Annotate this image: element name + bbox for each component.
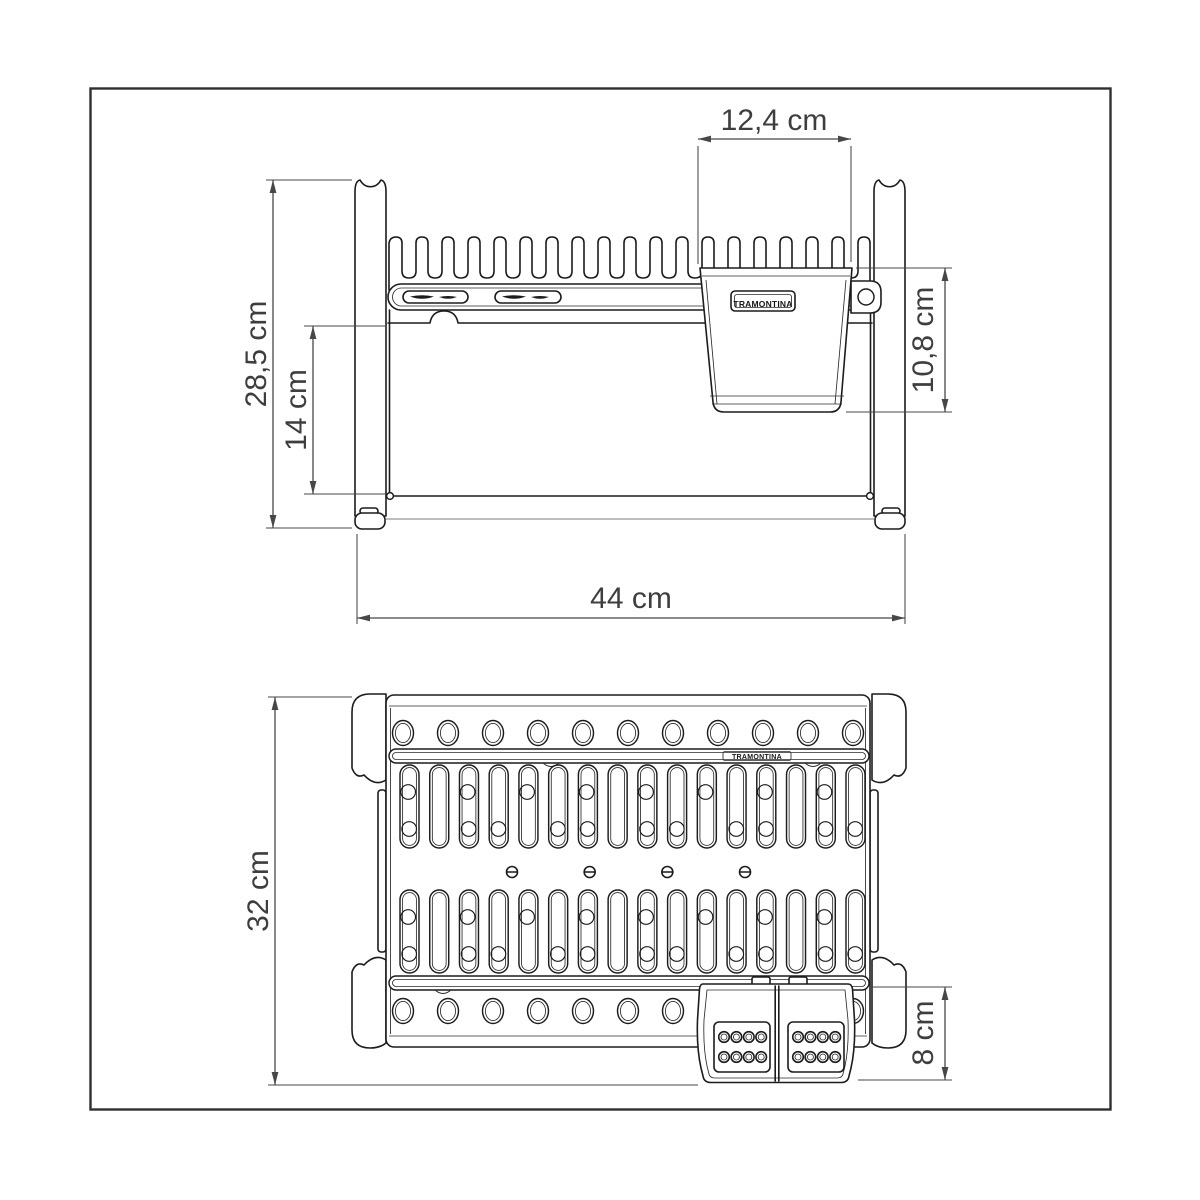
dim-label: 12,4 cm — [720, 104, 828, 137]
top-plan-view — [242, 694, 952, 1085]
dim-label: 44 cm — [590, 582, 672, 615]
dim-label: 28,5 cm — [240, 300, 273, 408]
left-post — [355, 180, 386, 516]
cutlery-basket-side — [700, 268, 881, 412]
right-post — [874, 180, 905, 516]
corner-post-top-right — [872, 694, 906, 783]
dim-label: 8 cm — [907, 1000, 940, 1066]
drain-slot-outer — [389, 749, 869, 763]
corner-post-bottom-right — [872, 957, 906, 1048]
pivot-left — [387, 493, 394, 500]
dimension-basket-width — [698, 104, 851, 264]
brand-text-top: TRAMONTINA — [731, 754, 783, 761]
cutlery-basket-plan — [697, 977, 854, 1083]
basket-hook-hole — [858, 289, 874, 305]
dim-label: 14 cm — [280, 369, 313, 451]
corner-post-bottom-left — [352, 957, 386, 1048]
side-rail-right — [870, 790, 878, 952]
right-foot-pad — [875, 513, 905, 529]
basket-body — [700, 268, 852, 412]
dim-label: 10,8 cm — [907, 286, 940, 394]
dimension-total-width — [357, 534, 905, 624]
left-foot-pad — [355, 513, 385, 529]
dim-label: 32 cm — [242, 850, 275, 932]
pivot-right — [867, 493, 874, 500]
brand-text-side: TRAMONTINA — [733, 298, 793, 309]
side-view-elevation — [240, 104, 952, 624]
corner-post-top-left — [352, 694, 386, 783]
side-rail-left — [378, 790, 386, 952]
dimension-total-height — [240, 180, 352, 528]
